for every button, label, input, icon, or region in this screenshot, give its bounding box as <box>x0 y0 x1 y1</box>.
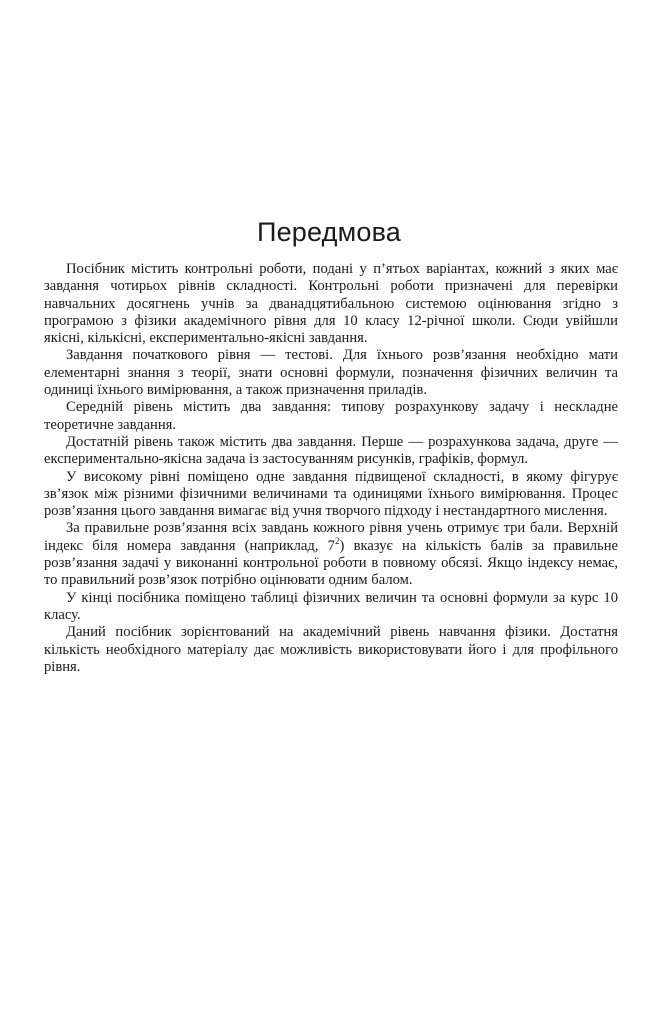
page-title: Передмова <box>256 217 402 247</box>
paragraph-6 <box>44 520 618 589</box>
paragraph-7: У кінці посібника поміщено таблиці фізичних величин та основні формули за курс 10 класу. <box>44 589 618 623</box>
paragraph-1: Посібник містить контрольні роботи, подані у п’ятьох варіантах, кожний з яких має завдання чотирьох рівнів складності. Контрольні роботи призначені для перевірки навчальних досягнень учнів за дванадцятибальною системою оцінювання згідно з програмою з фізики академічного рівня для 10 класу 12-річної школи. Сюди увійшли якісні, кількісні, експериментально-якісні завдання. <box>44 261 618 347</box>
paragraph-4: Достатній рівень також містить два завдання. Перше — розрахункова задача, друге — експериментально-якісна задача із застосуванням рисунків, графіків, формул. <box>44 433 618 468</box>
paragraph-5: У високому рівні поміщено одне завдання підвищеної складності, в якому фігурує зв’язок між різними фізичними величинами та одиницями їхнього вимірювання. Процес розв’язання цього завдання вимагає від учня творчого підходу і нестандартного мислення. <box>44 468 618 520</box>
superscript-example: 2 <box>334 535 340 546</box>
paragraph-2: Завдання початкового рівня — тестові. Для їхнього розв’язання необхідно мати елементарні знання з теорії, знати основні формули, позначення фізичних величин та одиниці їхнього вимірювання, а також призначення приладів. <box>44 347 618 399</box>
paragraph-3: Середній рівень містить два завдання: типову розрахункову задачу і нескладне теоретичне завдання. <box>44 399 618 433</box>
preface-body <box>44 261 618 676</box>
paragraph-6-text-after: ) вказує на кількість балів за правильне розв’язання задачі у виконанні контрольної роботи в повному обсязі. Якщо індексу немає, то правильний розв’язок потрібно оцінювати одним балом. <box>44 537 618 589</box>
paragraph-8: Даний посібник зорієнтований на академічний рівень навчання фізики. Достатня кількість необхідного матеріалу дає можливість використовувати його і для профільного рівня. <box>44 624 618 675</box>
paragraph-6-text-before: За правильне розв’язання всіх завдань кожного рівня учень отримує три бали. Верхній індекс біля номера завдання (наприклад, 7 <box>44 520 618 554</box>
